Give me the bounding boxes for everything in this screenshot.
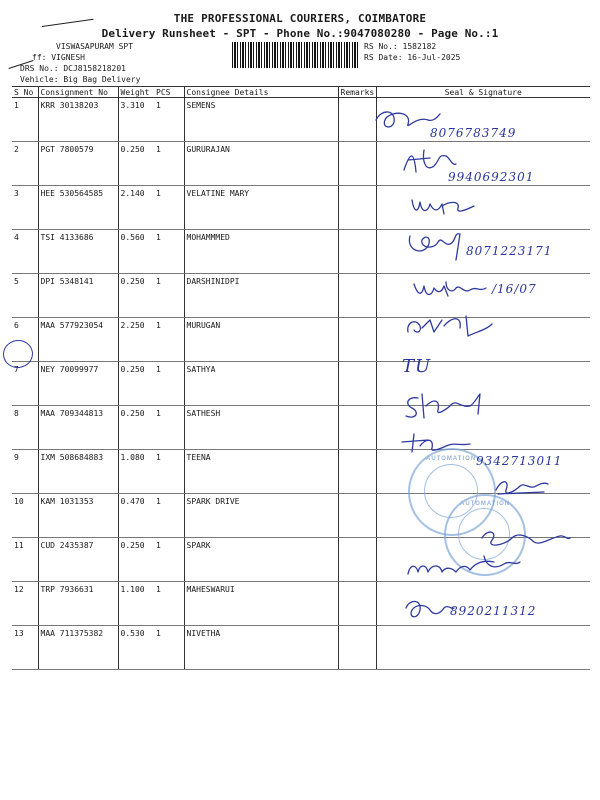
- cell-pcs: 1: [154, 318, 184, 362]
- cell-pcs: 1: [154, 362, 184, 406]
- cell-consignee: DARSHINIDPI: [184, 274, 338, 318]
- cell-remarks: [338, 274, 376, 318]
- cell-pcs: 1: [154, 142, 184, 186]
- cell-consignment: KAM 1031353: [38, 494, 118, 538]
- col-sno: S No: [12, 87, 38, 98]
- cell-consignment: CUD 2435387: [38, 538, 118, 582]
- cell-consignment: MAA 711375382: [38, 626, 118, 670]
- handwritten-signature: TU: [402, 356, 432, 377]
- seal-stamp: AUTOMATION: [408, 448, 496, 536]
- cell-sno: 13: [12, 626, 38, 670]
- cell-weight: 0.560: [118, 230, 154, 274]
- cell-pcs: 1: [154, 450, 184, 494]
- handwritten-phone: 9940692301: [448, 170, 535, 184]
- cell-pcs: 1: [154, 582, 184, 626]
- cell-weight: 0.250: [118, 142, 154, 186]
- signature-row-3: [408, 194, 478, 218]
- table-row: [12, 626, 590, 670]
- cell-pcs: 1: [154, 406, 184, 450]
- cell-weight: 0.470: [118, 494, 154, 538]
- staff-name: ff: VIGNESH: [32, 53, 85, 62]
- handwritten-phone: 8071223171: [466, 244, 553, 258]
- cell-pcs: 1: [154, 494, 184, 538]
- cell-remarks: [338, 626, 376, 670]
- cell-remarks: [338, 98, 376, 142]
- cell-consignee: MOHAMMMED: [184, 230, 338, 274]
- rs-number: RS No.: 1582182: [364, 42, 437, 51]
- handwritten-phone: 9342713011: [476, 454, 563, 468]
- cell-remarks: [338, 494, 376, 538]
- cell-consignment: TRP 7936631: [38, 582, 118, 626]
- cell-consignee: SATHYA: [184, 362, 338, 406]
- cell-weight: 2.250: [118, 318, 154, 362]
- signature-row-11: [474, 526, 574, 554]
- col-consignee: Consignee Details: [184, 87, 338, 98]
- col-remarks: Remarks: [338, 87, 376, 98]
- table-row: [12, 406, 590, 450]
- cell-weight: 3.310: [118, 98, 154, 142]
- cell-weight: 1.100: [118, 582, 154, 626]
- cell-sno: 4: [12, 230, 38, 274]
- cell-remarks: [338, 362, 376, 406]
- cell-weight: 2.140: [118, 186, 154, 230]
- signature-row-5: [410, 276, 490, 302]
- table-row: [12, 318, 590, 362]
- signature-row-10: [492, 474, 552, 498]
- cell-weight: 0.530: [118, 626, 154, 670]
- signature-row-9: [398, 430, 478, 456]
- cell-weight: 0.250: [118, 362, 154, 406]
- cell-consignee: SEMENS: [184, 98, 338, 142]
- cell-consignee: SATHESH: [184, 406, 338, 450]
- cell-pcs: 1: [154, 186, 184, 230]
- vehicle-type: Vehicle: Big Bag Delivery: [20, 75, 141, 84]
- cell-consignee: MAHESWARUI: [184, 582, 338, 626]
- cell-sno: 6: [12, 318, 38, 362]
- cell-remarks: [338, 186, 376, 230]
- signature-row-4: [404, 228, 468, 264]
- cell-consignment: HEE 530564585: [38, 186, 118, 230]
- cell-consignee: MURUGAN: [184, 318, 338, 362]
- cell-sno: 2: [12, 142, 38, 186]
- cell-weight: 0.250: [118, 538, 154, 582]
- handwritten-phone: 8076783749: [430, 126, 517, 140]
- signature-row-12: [404, 552, 524, 582]
- cell-remarks: [338, 142, 376, 186]
- seal-stamp: AUTOMATION: [444, 494, 526, 576]
- runsheet-subtitle: Delivery Runsheet - SPT - Phone No.:9047080280 - Page No.:1: [101, 27, 499, 40]
- signature-row-6: [402, 312, 498, 342]
- cell-sno: 1: [12, 98, 38, 142]
- table-row: [12, 362, 590, 406]
- cell-sno: 8: [12, 406, 38, 450]
- handwritten-note: /16/07: [492, 282, 537, 296]
- cell-sno: 12: [12, 582, 38, 626]
- cell-sno: 5: [12, 274, 38, 318]
- cell-consignee: VELATINE MARY: [184, 186, 338, 230]
- cell-pcs: 1: [154, 538, 184, 582]
- cell-remarks: [338, 582, 376, 626]
- cell-consignee: SPARK DRIVE: [184, 494, 338, 538]
- cell-consignment: MAA 577923054: [38, 318, 118, 362]
- cell-consignment: IXM 508684883: [38, 450, 118, 494]
- table-row: [12, 186, 590, 230]
- col-weight: Weight: [118, 87, 154, 98]
- cell-remarks: [338, 450, 376, 494]
- handwritten-phone: 8920211312: [450, 604, 537, 618]
- cell-consignee: GURURAJAN: [184, 142, 338, 186]
- col-consignment: Consignment No: [38, 87, 118, 98]
- cell-weight: 1.080: [118, 450, 154, 494]
- cell-remarks: [338, 230, 376, 274]
- signature-row-8: [400, 390, 490, 424]
- cell-pcs: 1: [154, 274, 184, 318]
- cell-consignment: TSI 4133686: [38, 230, 118, 274]
- cell-sno: 9: [12, 450, 38, 494]
- cell-consignee: SPARK: [184, 538, 338, 582]
- cell-consignment: DPI 5348141: [38, 274, 118, 318]
- cell-pcs: 1: [154, 230, 184, 274]
- barcode: [232, 42, 358, 68]
- cell-remarks: [338, 318, 376, 362]
- rs-date: RS Date: 16-Jul-2025: [364, 53, 461, 62]
- cell-consignee: TEENA: [184, 450, 338, 494]
- cell-sno: 11: [12, 538, 38, 582]
- cell-consignment: NEY 70099977: [38, 362, 118, 406]
- col-seal-signature: Seal & Signature: [376, 87, 590, 98]
- cell-sno: 3: [12, 186, 38, 230]
- cell-sno: 10: [12, 494, 38, 538]
- branch-name: VISWASAPURAM SPT: [56, 42, 134, 51]
- col-pcs: PCS: [154, 87, 184, 98]
- cell-consignment: KRR 30138203: [38, 98, 118, 142]
- cell-signature: [376, 626, 590, 670]
- drs-number: DRS No.: DCJ8158218201: [20, 64, 126, 73]
- cell-pcs: 1: [154, 98, 184, 142]
- cell-sno: 7: [12, 362, 38, 406]
- cell-remarks: [338, 406, 376, 450]
- cell-weight: 0.250: [118, 406, 154, 450]
- cell-weight: 0.250: [118, 274, 154, 318]
- cell-consignee: NIVETHA: [184, 626, 338, 670]
- company-title: THE PROFESSIONAL COURIERS, COIMBATORE: [173, 12, 427, 25]
- table-header-row: [12, 87, 590, 98]
- cell-consignment: PGT 7800579: [38, 142, 118, 186]
- cell-consignment: MAA 709344813: [38, 406, 118, 450]
- cell-pcs: 1: [154, 626, 184, 670]
- cell-remarks: [338, 538, 376, 582]
